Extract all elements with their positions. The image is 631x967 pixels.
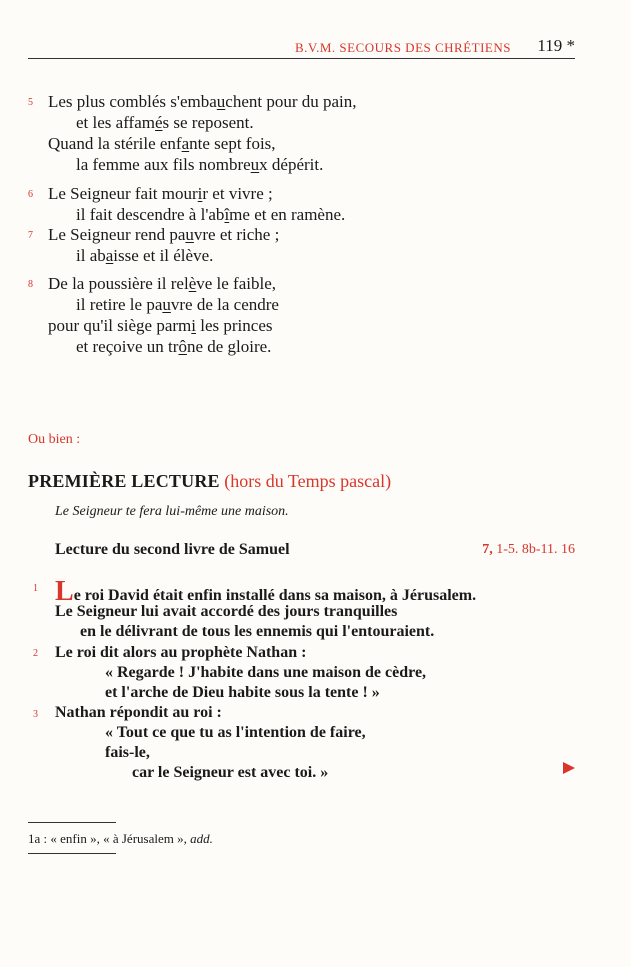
footnote: 1a : « enfin », « à Jérusalem », add. <box>28 831 213 846</box>
psalm-line: pour qu'il siège parmi les princes <box>48 316 273 335</box>
verse-number: 1 <box>33 583 38 594</box>
reading-line: en le délivrant de tous les ennemis qui l'entouraient. <box>80 623 435 640</box>
psalm-line: il abaisse et il élève. <box>76 246 214 265</box>
reading-line: « Tout ce que tu as l'intention de faire, <box>105 724 366 741</box>
running-header <box>28 36 575 60</box>
reading-subtitle: Le Seigneur te fera lui-même une maison. <box>55 504 289 519</box>
psalm-line: Le Seigneur rend pauvre et riche ; <box>48 225 280 244</box>
reading-line: Nathan répondit au roi : <box>55 704 222 721</box>
psalm-line: Les plus comblés s'embauchent pour du pain, <box>48 92 357 111</box>
reading-line: « Regarde ! J'habite dans une maison de cèdre, <box>105 664 427 681</box>
psalm-line: il fait descendre à l'abîme et en ramène. <box>76 205 346 224</box>
verse-number: 6 <box>28 189 33 200</box>
reading-line: Le roi David était enfin installé dans sa maison, à Jérusalem. <box>55 576 477 607</box>
reading-intro: Lecture du second livre de Samuel <box>55 541 290 558</box>
psalm-line: Le Seigneur fait mourir et vivre ; <box>48 184 273 203</box>
scripture-reference: 7, 1-5. 8b-11. 16 <box>482 542 575 557</box>
reading-title: PREMIÈRE LECTURE <box>28 471 220 491</box>
reading-line: Le Seigneur lui avait accordé des jours tranquilles <box>55 603 398 620</box>
reading-line: car le Seigneur est avec toi. » <box>132 764 329 781</box>
psalm-line: la femme aux fils nombreux dépérit. <box>76 155 324 174</box>
page-number: 119 * <box>537 36 575 55</box>
verse-number: 3 <box>33 709 38 720</box>
reading-line: Le roi dit alors au prophète Nathan : <box>55 644 307 661</box>
reading-line: et l'arche de Dieu habite sous la tente ! » <box>105 684 380 701</box>
psalm-line: et les affamés se reposent. <box>76 113 254 132</box>
psalm-line: Quand la stérile enfante sept fois, <box>48 134 276 153</box>
verse-number: 7 <box>28 230 33 241</box>
verse-number: 5 <box>28 97 33 108</box>
drop-cap: L <box>55 576 74 607</box>
reading-title-note: (hors du Temps pascal) <box>224 471 392 491</box>
psalm-line: De la poussière il relève le faible, <box>48 274 276 293</box>
footnote-rule <box>28 822 116 823</box>
verse-number: 8 <box>28 279 33 290</box>
reading-line: fais-le, <box>105 744 150 761</box>
footnote-rule <box>28 853 116 854</box>
right-triangle-arrow-icon <box>563 762 575 774</box>
header-title: B.V.M. SECOURS DES CHRÉTIENS <box>294 40 511 55</box>
verse-number: 2 <box>33 648 38 659</box>
psalm-line: et reçoive un trône de gloire. <box>76 337 272 356</box>
section-title <box>28 471 391 492</box>
header-rule <box>28 58 575 59</box>
psalm-line: il retire le pauvre de la cendre <box>76 295 279 314</box>
rubric-ou-bien: Ou bien : <box>28 432 81 447</box>
